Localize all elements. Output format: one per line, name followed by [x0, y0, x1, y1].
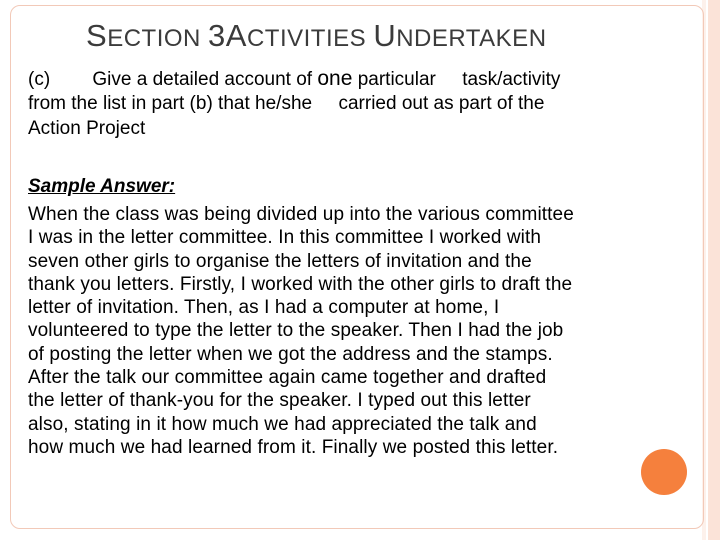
question-line	[28, 66, 668, 91]
answer-line: letter of invitation. Then, as I had a computer at home, I	[28, 297, 500, 319]
sample-answer-heading: Sample Answer:	[28, 176, 176, 197]
sample-answer-body	[28, 203, 668, 459]
decorative-orange-circle	[641, 449, 687, 495]
answer-line: After the talk our committee again came together and drafted	[28, 367, 547, 389]
question-emphasis-one: one	[317, 67, 353, 90]
answer-line: how much we had learned from it. Finally we posted this letter.	[28, 436, 559, 458]
decorative-side-bar	[708, 0, 720, 540]
question-line-2: from the list in part (b) that he/she carried out as part of the	[28, 93, 545, 114]
question-line-1a: (c) Give a detailed account of	[28, 69, 318, 90]
title-word-activities: CTIVITIES	[246, 25, 374, 52]
answer-line: seven other girls to organise the letters of invitation and the	[28, 250, 532, 272]
question-text	[28, 66, 668, 141]
question-line-3: Action Project	[28, 118, 146, 139]
title-initial: S	[86, 18, 108, 53]
answer-line: the letter of thank-you for the speaker. I typed out this letter	[28, 390, 531, 412]
slide-title	[86, 14, 686, 58]
answer-line: volunteered to type the letter to the speaker. Then I had the job	[28, 320, 564, 342]
answer-line: When the class was being divided up into the various committee	[28, 204, 574, 225]
title-initial-u: U	[373, 18, 397, 53]
title-number: 3	[208, 18, 226, 53]
answer-line: thank you letters. Firstly, I worked with the other girls to draft the	[28, 273, 573, 295]
title-word-undertaken: NDERTAKEN	[396, 25, 547, 52]
answer-line: also, stating in it how much we had appreciated the talk and	[28, 413, 537, 435]
title-initial-a: A	[225, 18, 247, 53]
question-line-1c: particular task/activity	[352, 69, 561, 90]
title-word-section: ECTION	[107, 25, 209, 52]
answer-line: I was in the letter committee. In this committee I worked with	[28, 227, 542, 249]
answer-line: of posting the letter when we got the address and the stamps.	[28, 343, 553, 365]
